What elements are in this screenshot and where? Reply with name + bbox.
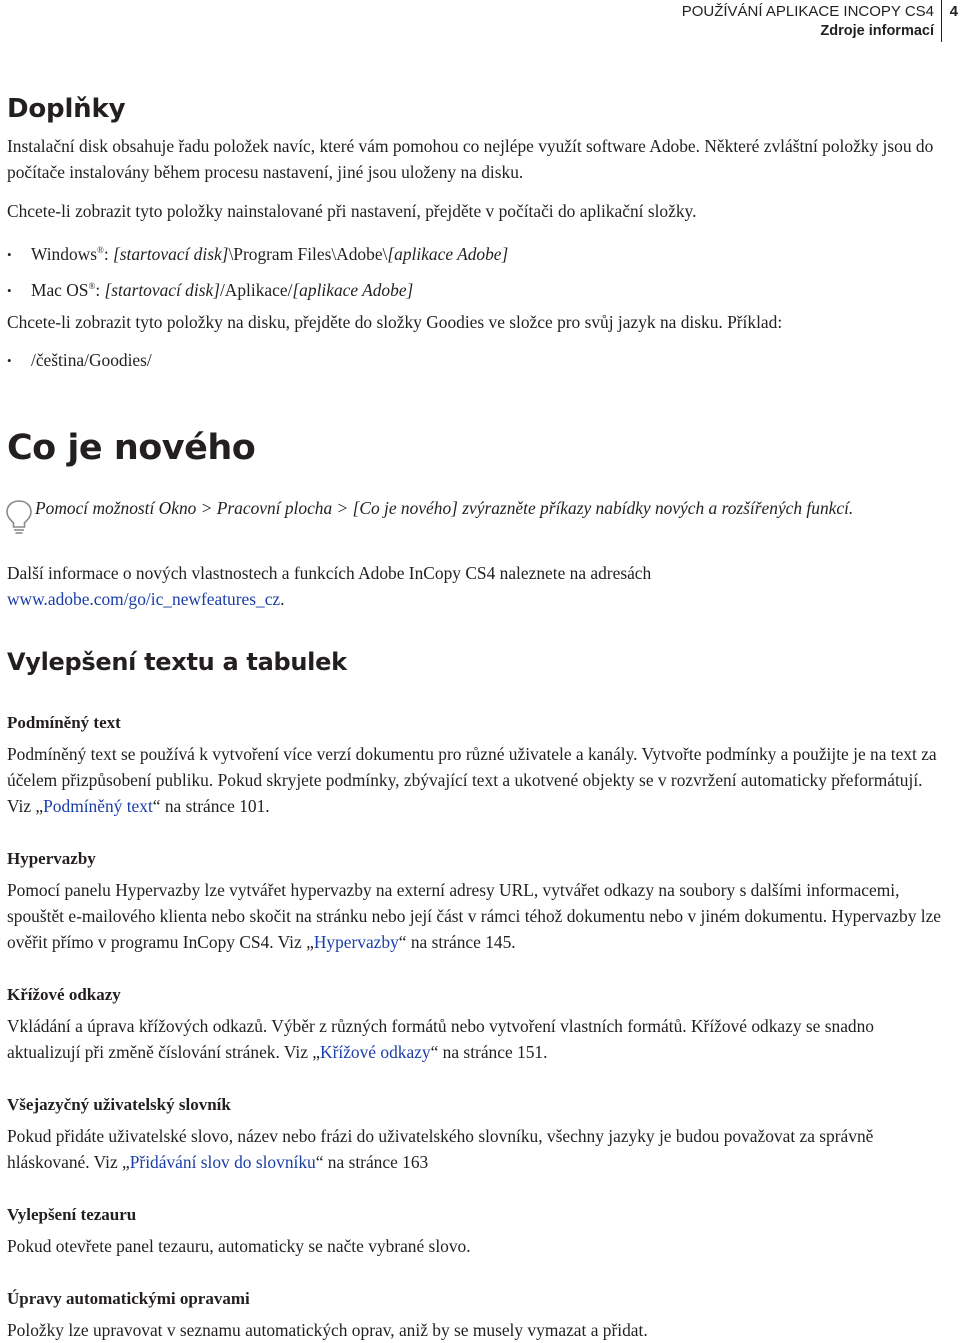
body-tail: “ na stránce 163 (315, 1152, 429, 1172)
bullet-icon: • (7, 282, 12, 298)
heading-whats-new: Co je nového (7, 428, 256, 468)
path-separator: : (95, 279, 105, 300)
body-tail: “ na stránce 101. (152, 796, 270, 816)
body-text: Pokud přidáte uživatelské slovo, název nebo frázi do uživatelského slovníku, všechny jazyky je budou považovat za správně hláskované. Viz „ (7, 1126, 874, 1172)
path-middle: /Aplikace/ (219, 279, 293, 300)
path-adobe-app: [aplikace Adobe] (387, 243, 509, 264)
newfeatures-link[interactable]: www.adobe.com/go/ic_newfeatures_cz (7, 589, 281, 609)
doplnky-installed-note: Chcete-li zobrazit tyto položky nainstalované při nastavení, přejděte v počítači do aplikační složky. (7, 201, 697, 221)
section-body-hyperlinks (7, 877, 947, 955)
path-item-windows (7, 237, 508, 268)
header-app-title: POUŽÍVÁNÍ APLIKACE INCOPY CS4 (681, 3, 934, 20)
more-info-paragraph (7, 560, 947, 612)
body-text: Vkládání a úprava křížových odkazů. Výběr z různých formátů nebo vytvoření vlastních formátů. Křížové odkazy se snadno aktualizují při změně číslování stránek. Viz „ (7, 1016, 874, 1062)
link-conditional-text[interactable]: Podmíněný text (43, 796, 153, 816)
section-title-hyperlinks: Hypervazby (7, 849, 96, 868)
body-text: Pomocí panelu Hypervazby lze vytvářet hypervazby na externí adresy URL, vytvářet odkazy na soubory s dalšími informacemi, spouštět e-mailového klienta nebo skočit na stránku nebo její část v rámci téhož dokumentu nebo v jiném dokumentu. Hypervazby lze ověřit přímo v programu InCopy CS4. Viz „ (7, 880, 942, 952)
path-item-mac (7, 273, 413, 304)
doplnky-disk-note: Chcete-li zobrazit tyto položky na disku, přejděte do složky Goodies ve složce pro svůj jazyk na disku. Příklad: (7, 312, 783, 332)
section-body-conditional-text (7, 741, 947, 819)
header-section-title: Zdroje informací (820, 23, 934, 39)
os-name: Windows (31, 243, 97, 264)
link-cross-references[interactable]: Křížové odkazy (320, 1042, 431, 1062)
tip-note (5, 495, 955, 535)
section-body-cross-references (7, 1013, 947, 1065)
more-info-text: Další informace o nových vlastnostech a funkcích Adobe InCopy CS4 naleznete na adresách (7, 563, 652, 583)
doplnky-intro: Instalační disk obsahuje řadu položek navíc, které vám pomohou co nejlépe využít software Adobe. Některé zvláštní položky jsou do počítače instalovány během procesu nastavení, jiné jsou uloženy na disku. (7, 136, 934, 182)
tip-text: Pomocí možností Okno > Pracovní plocha > [Co je nového] zvýrazněte příkazy nabídky nových a rozšířených funkcí. (35, 498, 854, 518)
registered-mark: ® (96, 245, 104, 255)
path-middle: \Program Files\Adobe\ (228, 243, 388, 264)
section-title-dictionary: Všejazyčný uživatelský slovník (7, 1095, 231, 1114)
section-body-thesaurus: Pokud otevřete panel tezauru, automaticky se načte vybrané slovo. (7, 1236, 471, 1256)
page-number: 4 (949, 3, 958, 20)
section-title-thesaurus: Vylepšení tezauru (7, 1205, 137, 1224)
os-name: Mac OS (31, 279, 89, 300)
body-text: Podmíněný text se používá k vytvoření více verzí dokumentu pro různé uživatele a kanály. Vytvořte podmínky a použijte je na text za účelem přizpůsobení publiku. Pokud skryjete podmínky, zbývající text a ukotvené objekty se v rozvržení automaticky přeformátují. Viz „ (7, 744, 937, 816)
example-path-item (7, 347, 152, 374)
path-separator: : (103, 243, 113, 264)
body-tail: “ na stránce 145. (398, 932, 516, 952)
example-path: /čeština/Goodies/ (31, 350, 152, 370)
section-title-conditional-text: Podmíněný text (7, 713, 121, 732)
registered-mark: ® (88, 281, 96, 291)
section-body-dictionary (7, 1123, 947, 1175)
link-hyperlinks[interactable]: Hypervazby (313, 932, 399, 952)
section-body-autocorrect: Položky lze upravovat v seznamu automatických oprav, aniž by se musely vymazat a přidat. (7, 1320, 648, 1340)
running-header (660, 0, 960, 42)
lightbulb-icon (5, 499, 33, 535)
path-startup-disk: [startovací disk] (113, 243, 229, 264)
section-title-cross-references: Křížové odkazy (7, 985, 121, 1004)
path-adobe-app: [aplikace Adobe] (292, 279, 414, 300)
link-dictionary[interactable]: Přidávání slov do slovníku (129, 1152, 316, 1172)
bullet-icon: • (7, 353, 12, 368)
section-title-autocorrect: Úpravy automatickými opravami (7, 1289, 250, 1308)
bullet-icon: • (7, 246, 12, 262)
header-divider (941, 0, 942, 42)
heading-text-tables: Vylepšení textu a tabulek (7, 648, 347, 676)
path-startup-disk: [startovací disk] (104, 279, 220, 300)
heading-doplnky: Doplňky (7, 94, 126, 124)
body-tail: “ na stránce 151. (430, 1042, 548, 1062)
more-info-end: . (280, 589, 285, 609)
